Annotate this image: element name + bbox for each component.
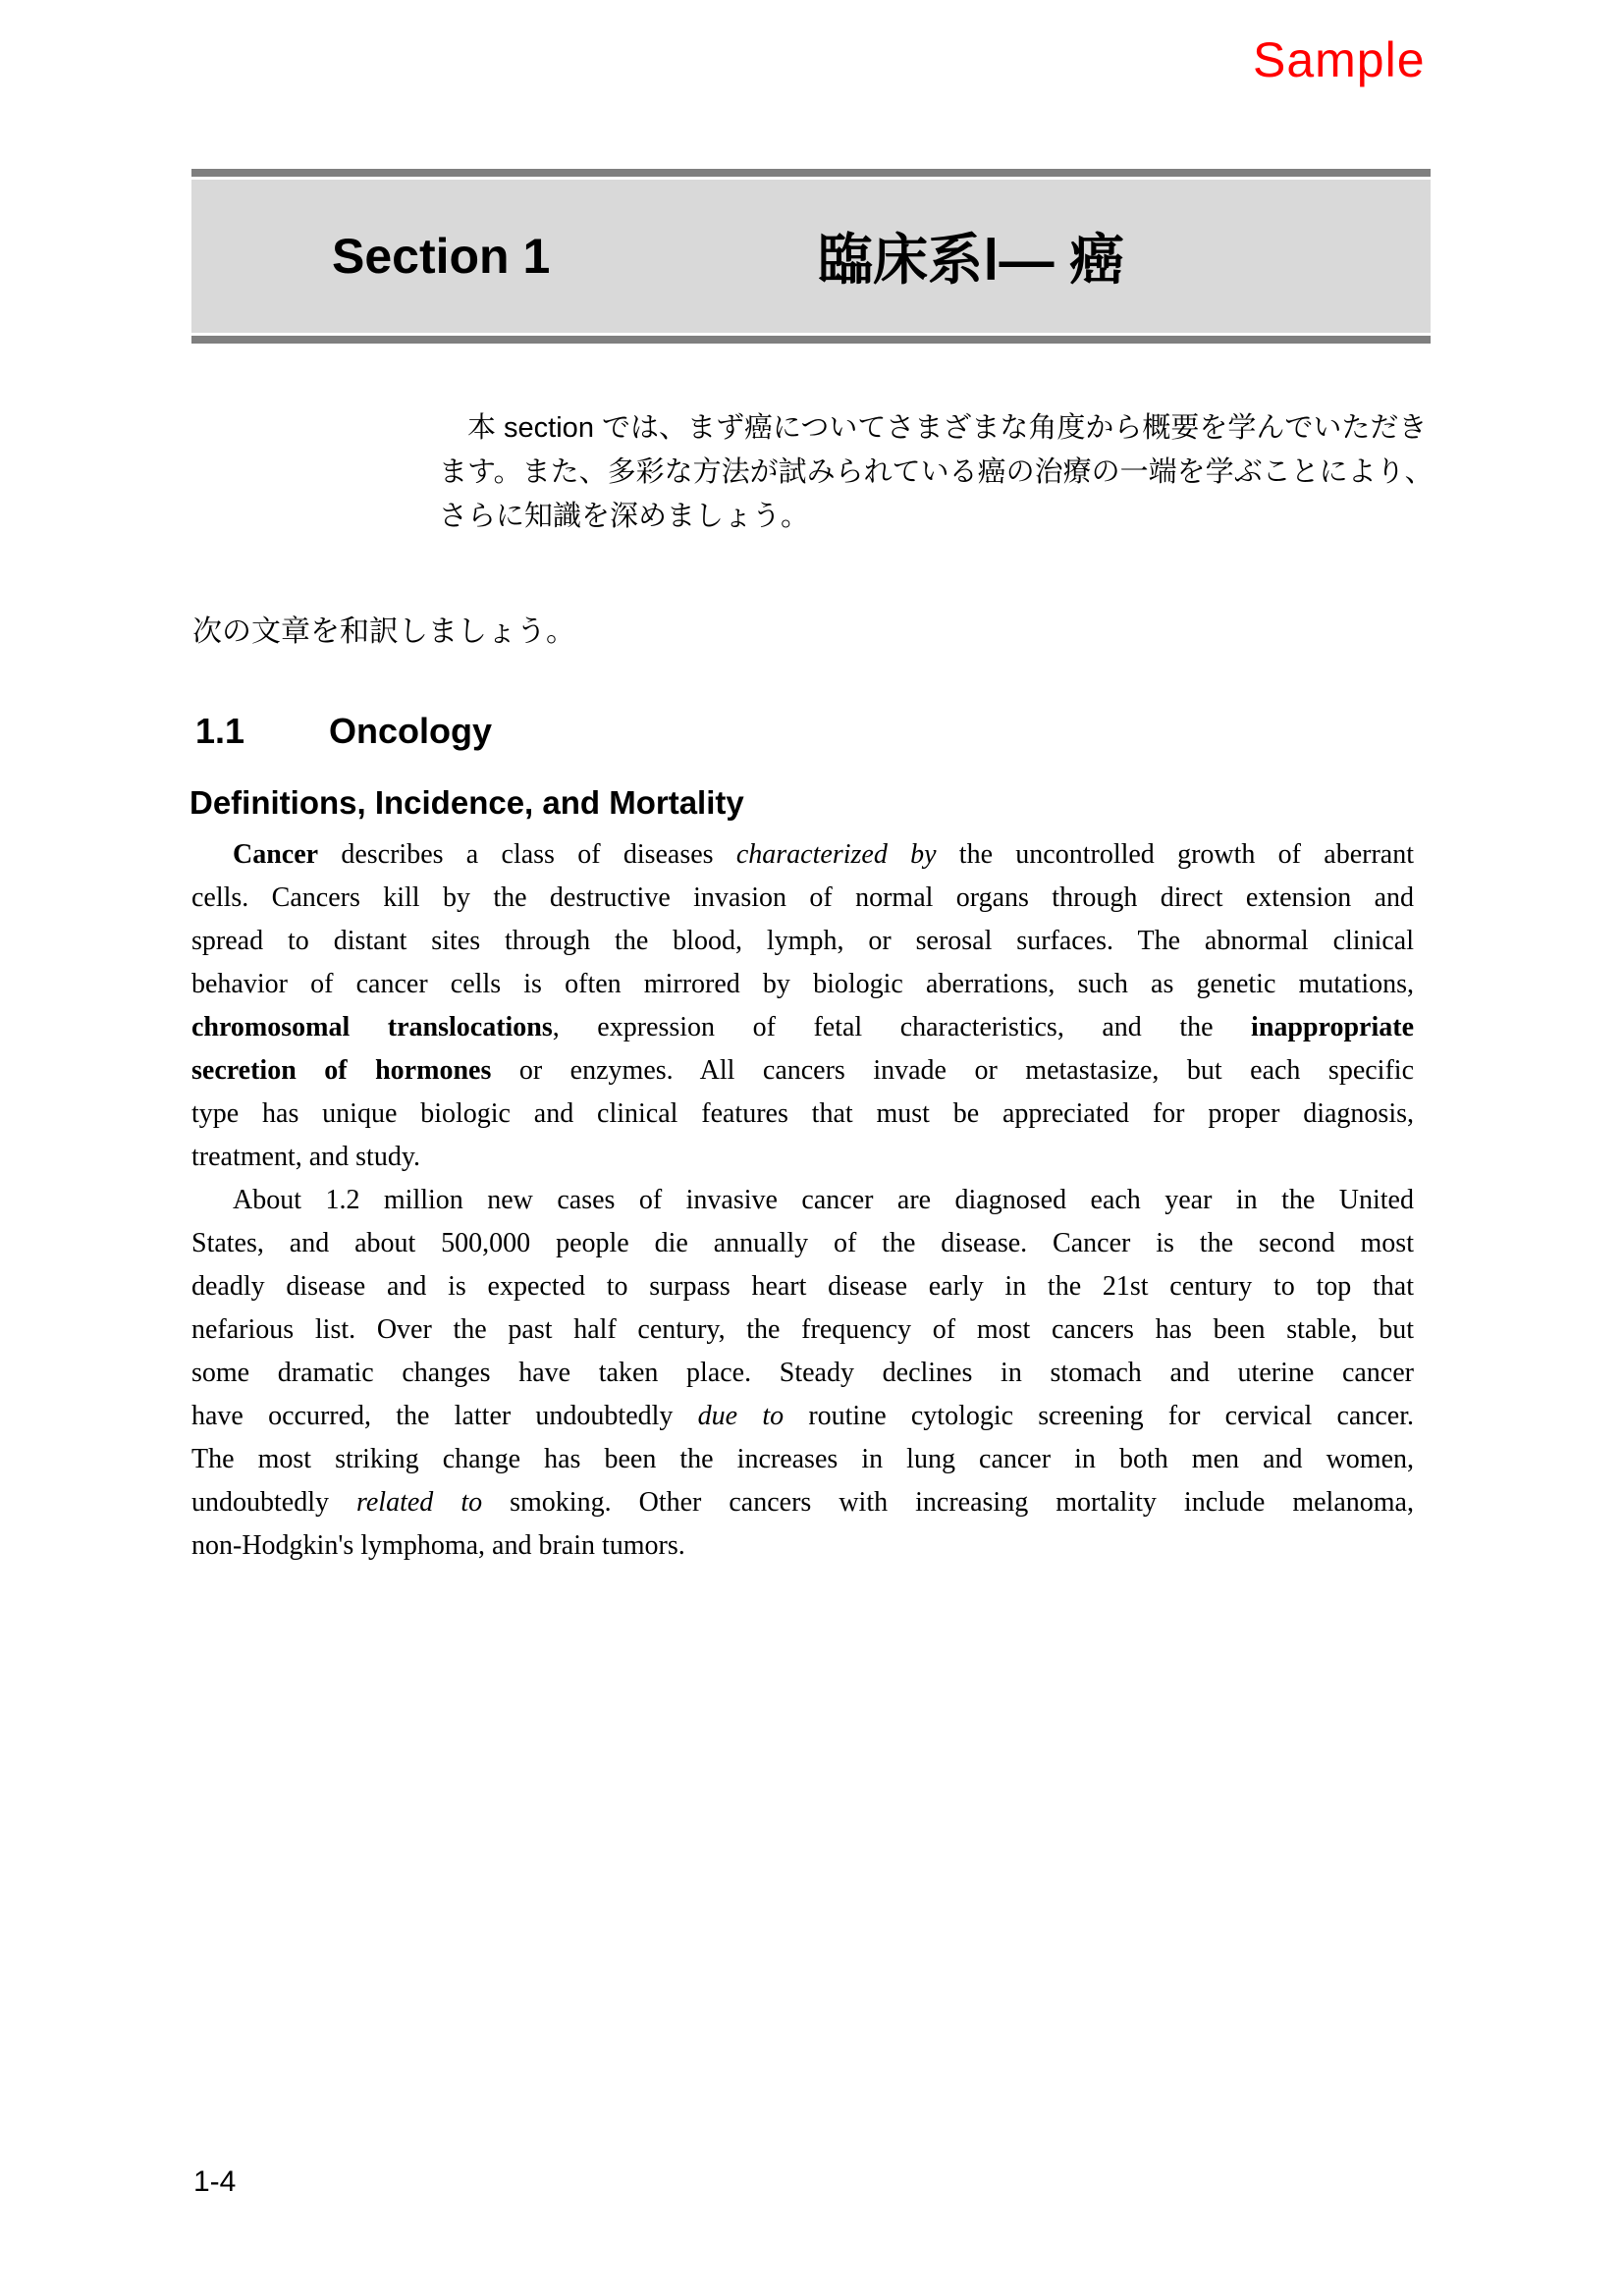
- body-text-line: nefarious list. Over the past half century, the frequency of most cancers has been stable, but: [191, 1314, 1414, 1345]
- body-text-line: spread to distant sites through the blood, lymph, or serosal surfaces. The abnormal clinical: [191, 926, 1414, 956]
- article-body: [191, 833, 1414, 1568]
- banner-box: [191, 180, 1431, 333]
- intro-line: ます。また、多彩な方法が試みられている癌の治療の一端を学ぶことにより、: [439, 456, 1434, 488]
- page-number: 1-4: [193, 2165, 237, 2198]
- intro-line: さらに知識を深めましょう。: [439, 501, 810, 532]
- banner-top-rule: [191, 169, 1431, 177]
- body-text-line: deadly disease and is expected to surpass heart disease early in the 21st century to top that: [191, 1271, 1414, 1302]
- banner-bottom-rule: [191, 336, 1431, 344]
- body-text-line: non-Hodgkin's lymphoma, and brain tumors.: [191, 1530, 685, 1561]
- section-heading-title: Oncology: [329, 711, 493, 751]
- body-text-line: The most striking change has been the increases in lung cancer in both men and women,: [191, 1444, 1414, 1474]
- sample-watermark: Sample: [1253, 32, 1426, 87]
- body-text-line: chromosomal translocations, expression of fetal characteristics, and the inappropriate: [191, 1012, 1414, 1042]
- body-text-line: undoubtedly related to smoking. Other cancers with increasing mortality include melanoma,: [191, 1487, 1414, 1518]
- section-heading: [195, 711, 492, 752]
- body-text-line: States, and about 500,000 people die annually of the disease. Cancer is the second most: [191, 1228, 1414, 1258]
- body-text-line: behavior of cancer cells is often mirrored by biologic aberrations, such as genetic mutations,: [191, 969, 1414, 999]
- body-text-line: some dramatic changes have taken place. Steady declines in stomach and uterine cancer: [191, 1358, 1414, 1388]
- body-text-line: have occurred, the latter undoubtedly due to routine cytologic screening for cervical cancer.: [191, 1401, 1414, 1431]
- body-text-line: secretion of hormones or enzymes. All cancers invade or metastasize, but each specific: [191, 1055, 1414, 1086]
- body-text-line: treatment, and study.: [191, 1142, 421, 1172]
- intro-paragraph: [439, 406, 1434, 539]
- section-number: 1.1: [195, 711, 245, 751]
- section-title: 臨床系Ⅰ― 癌: [818, 229, 1125, 291]
- task-instruction: 次の文章を和訳しましょう。: [192, 615, 575, 648]
- body-text-line: type has unique biologic and clinical features that must be appreciated for proper diagnosis,: [191, 1098, 1414, 1129]
- section-banner: [191, 169, 1431, 344]
- section-label: Section 1: [332, 229, 551, 284]
- body-text-line: cells. Cancers kill by the destructive invasion of normal organs through direct extension and: [191, 882, 1414, 913]
- intro-line: 本 section では、まず癌についてさまざまな角度から概要を学んでいただき: [467, 412, 1428, 444]
- body-text-line: Cancer describes a class of diseases characterized by the uncontrolled growth of aberrant: [233, 839, 1414, 870]
- article-subheading: Definitions, Incidence, and Mortality: [189, 784, 744, 821]
- body-text-line: About 1.2 million new cases of invasive cancer are diagnosed each year in the United: [233, 1185, 1414, 1215]
